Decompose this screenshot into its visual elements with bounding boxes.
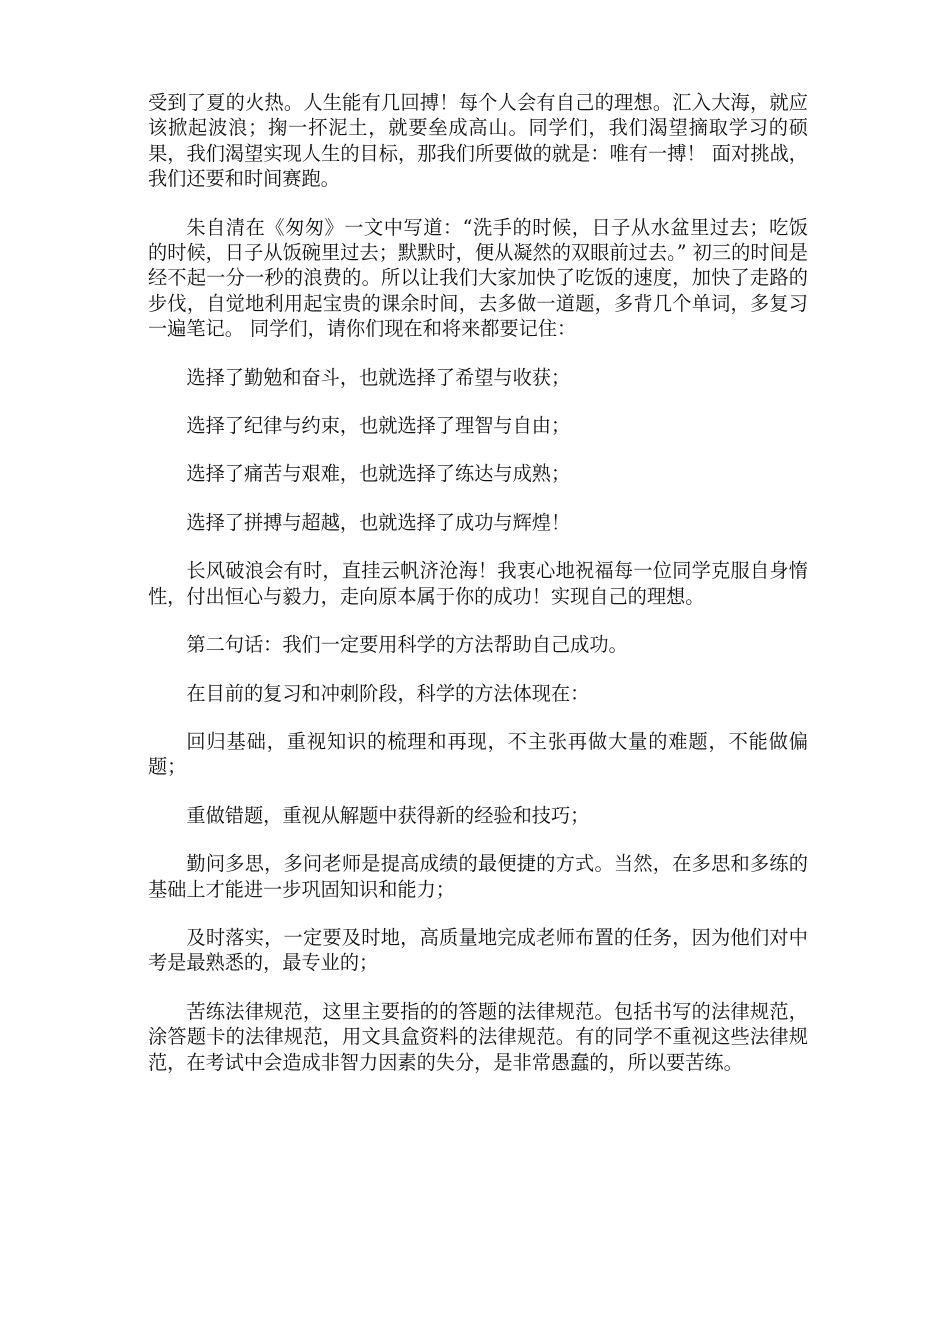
- paragraph-continuation: 受到了夏的火热。人生能有几回搏！每个人会有自己的理想。汇入大海，就应该掀起波浪；掬一抔泥土，就要垒成高山。同学们，我们渴望摘取学习的硕果，我们渴望实现人生的目标，那我们所要做的就是：唯有一搏！ 面对挑战，我们还要和时间赛跑。: [148, 91, 808, 191]
- paragraph-second-sentence: 第二句话：我们一定要用科学的方法帮助自己成功。: [186, 633, 628, 657]
- paragraph-method-mistakes: 重做错题，重视从解题中获得新的经验和技巧；: [186, 803, 590, 827]
- paragraph-zhu-ziqing-quote: 朱自清在《匆匆》一文中写道：“洗手的时候，日子从水盆里过去；吃饭的时候，日子从饭碗里过去；默默时，便从凝然的双眼前过去。” 初三的时间是经不起一分一秒的浪费的。所以让我们大家加快了吃饭的速度，加快了走路的步伐，自觉地利用起宝贵的课余时间，去多做一道题，多背几个单词，多复习一遍笔记。 同学们，请你们现在和将来都要记住：: [148, 215, 808, 341]
- paragraph-choice-2: 选择了纪律与约束，也就选择了理智与自由；: [186, 414, 571, 438]
- paragraph-method-norms: 苦练法律规范，这里主要指的的答题的法律规范。包括书写的法律规范，涂答题卡的法律规范，用文具盒资料的法律规范。有的同学不重视这些法律规范，在考试中会造成非智力因素的失分，是非常愚蠢的，所以要苦练。: [148, 999, 808, 1074]
- document-page: [148, 90, 808, 1098]
- paragraph-method-implement: 及时落实，一定要及时地，高质量地完成老师布置的任务，因为他们对中考是最熟悉的，最专业的；: [148, 925, 808, 975]
- paragraph-blessing: 长风破浪会有时，直挂云帆济沧海！我衷心地祝福每一位同学克服自身惰性，付出恒心与毅力，走向原本属于你的成功！实现自己的理想。: [148, 559, 808, 608]
- paragraph-choice-1: 选择了勤勉和奋斗，也就选择了希望与收获；: [186, 365, 571, 389]
- paragraph-method-ask: 勤问多思，多问老师是提高成绩的最便捷的方式。当然，在多思和多练的基础上才能进一步巩固知识和能力；: [148, 852, 808, 901]
- paragraph-method-basics: 回归基础，重视知识的梳理和再现，不主张再做大量的难题，不能做偏题；: [148, 729, 808, 779]
- paragraph-method-intro: 在目前的复习和冲刺阶段，科学的方法体现在：: [186, 681, 590, 705]
- paragraph-choice-3: 选择了痛苦与艰难，也就选择了练达与成熟；: [186, 462, 571, 486]
- paragraph-choice-4: 选择了拼搏与超越，也就选择了成功与辉煌！: [186, 510, 571, 534]
